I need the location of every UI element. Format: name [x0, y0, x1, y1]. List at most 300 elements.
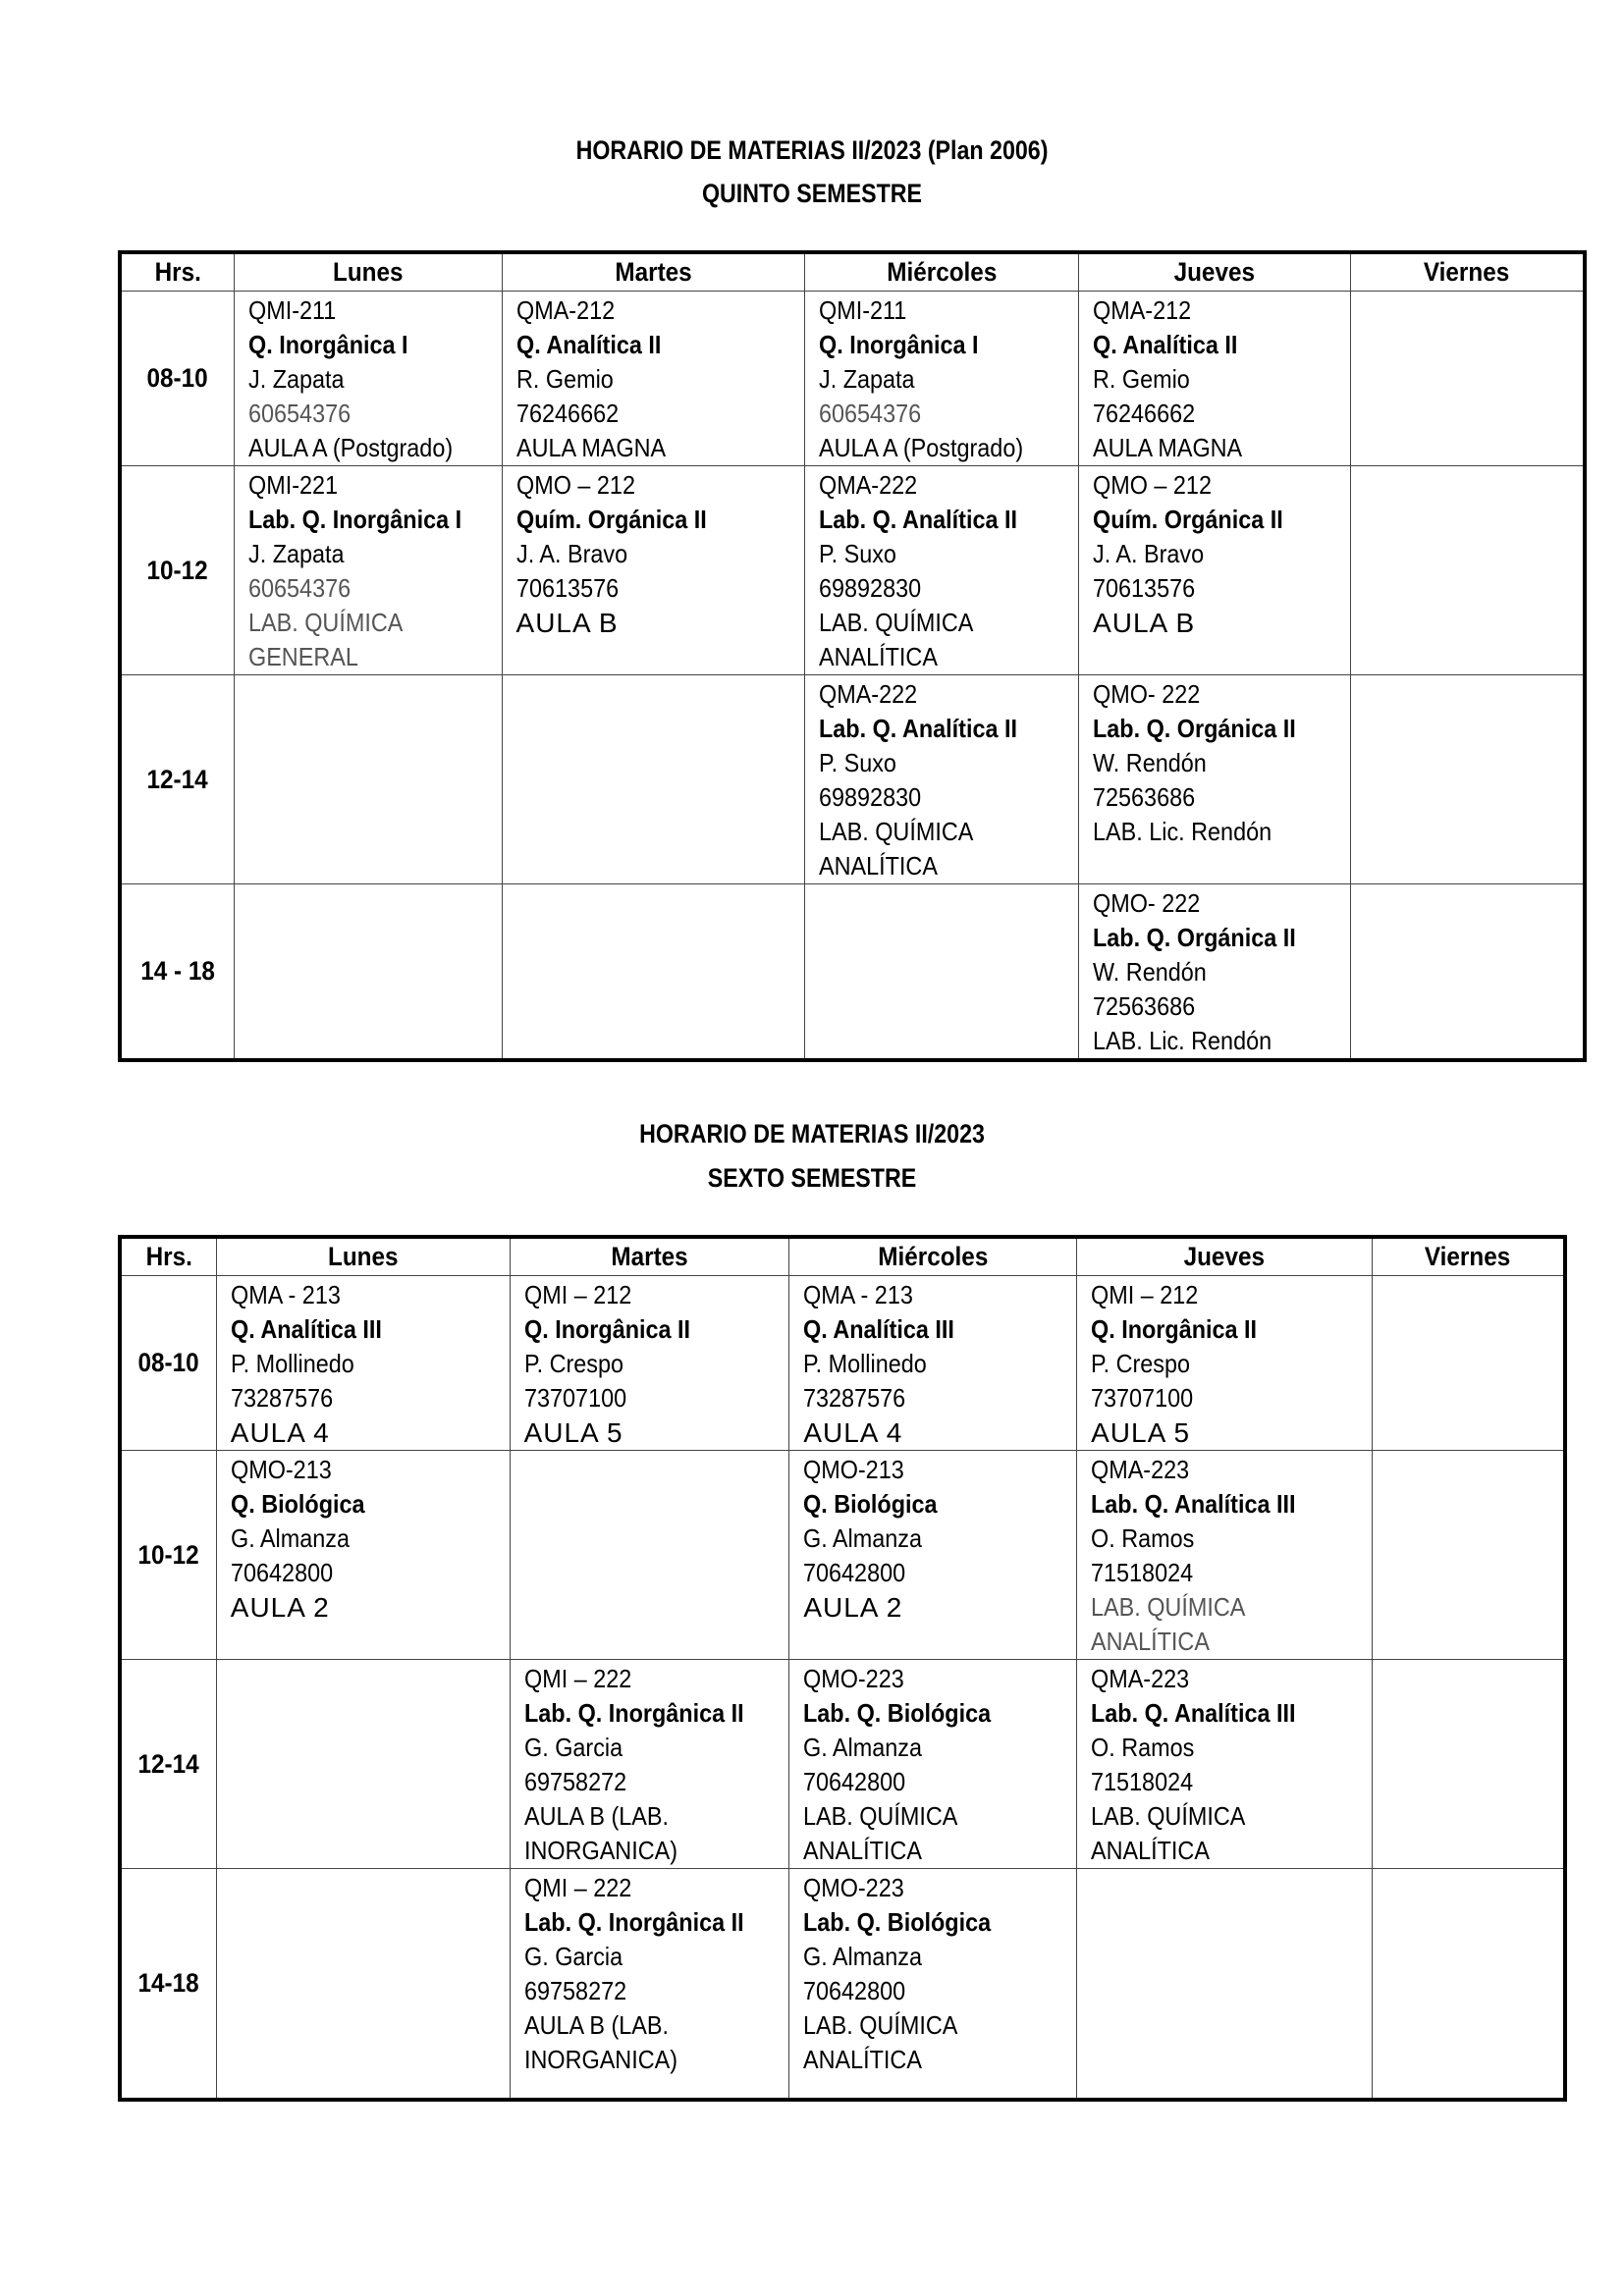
class-line-text: 72563686	[1093, 782, 1196, 812]
class-line-text: AULA B	[515, 608, 619, 638]
class-line-text: Q. Inorgânica I	[247, 330, 408, 359]
course-name	[819, 328, 1078, 362]
room-location	[524, 1799, 789, 1834]
class-cell	[510, 1660, 789, 1869]
instructor-name	[819, 362, 1078, 397]
instructor-name	[516, 362, 805, 397]
time-slot-label: 08-10	[137, 1348, 199, 1377]
class-line-text: AULA 5	[523, 1417, 623, 1448]
phone-number	[524, 1765, 789, 1799]
course-code	[248, 468, 502, 503]
course-code	[1091, 1453, 1372, 1487]
header-day-1	[216, 1237, 510, 1276]
class-line-text: ANALÍTICA	[819, 851, 939, 881]
class-line-text: Q. Analítica II	[515, 330, 661, 359]
class-info	[1077, 1660, 1372, 1868]
time-slot	[120, 1451, 216, 1660]
class-line-text: 69758272	[523, 1976, 626, 2005]
class-line-text: QMI-221	[247, 470, 338, 500]
course-name	[803, 1905, 1076, 1940]
phone-number	[524, 1974, 789, 2008]
room-location	[819, 815, 1078, 849]
instructor-name	[1091, 1522, 1372, 1556]
room-location-cont	[819, 640, 1078, 674]
class-line-text: R. Gemio	[515, 364, 614, 394]
header-label: Jueves	[1183, 1242, 1266, 1271]
class-line-text: 69892830	[819, 782, 922, 812]
class-line-text: G. Almanza	[803, 1733, 923, 1762]
class-line-text: QMO-213	[803, 1455, 905, 1484]
class-cell	[805, 292, 1079, 466]
class-info	[805, 884, 1078, 886]
course-name	[524, 1905, 789, 1940]
class-info	[805, 675, 1078, 883]
class-info	[1373, 1660, 1563, 1662]
phone-number	[1093, 397, 1350, 431]
header-hrs	[120, 1237, 216, 1276]
class-line-text: 70642800	[803, 1976, 906, 2005]
class-line-text: AULA B	[1093, 608, 1196, 638]
class-info	[1079, 675, 1350, 849]
class-line-text: Lab. Q. Inorgânica I	[247, 505, 461, 534]
header-label: Jueves	[1173, 257, 1256, 287]
room-location-cont	[1091, 1625, 1372, 1659]
class-cell	[216, 1451, 510, 1660]
class-info	[217, 1869, 510, 1871]
header-day-5	[1350, 252, 1585, 292]
class-info	[805, 466, 1078, 674]
class-line-text: G. Almanza	[803, 1523, 923, 1553]
header-hrs	[120, 252, 234, 292]
class-line-text: AULA B (LAB.	[523, 1801, 669, 1831]
room-location-cont	[524, 2043, 789, 2077]
room-location	[803, 1799, 1076, 1834]
class-line-text: ANALÍTICA	[1091, 1627, 1211, 1656]
class-line-text: 73707100	[1091, 1383, 1194, 1413]
header-day-1	[234, 252, 502, 292]
course-name	[803, 1696, 1076, 1731]
class-cell	[216, 1869, 510, 2100]
time-slot-label: 14-18	[137, 1967, 199, 1998]
class-info	[1373, 1451, 1563, 1453]
class-line-text: J. A. Bravo	[515, 539, 627, 568]
class-line-text: QMO – 212	[515, 470, 635, 500]
header-label: Hrs.	[145, 1242, 192, 1271]
room-location	[1093, 1024, 1350, 1058]
instructor-name	[1091, 1347, 1372, 1381]
class-cell	[1350, 884, 1585, 1061]
time-slot	[120, 884, 234, 1061]
class-line-text: ANALÍTICA	[803, 1836, 923, 1865]
instructor-name	[248, 362, 502, 397]
class-info	[511, 1276, 789, 1450]
course-name	[803, 1312, 1076, 1347]
class-cell	[510, 1451, 789, 1660]
class-line-text: QMI – 222	[523, 1873, 631, 1902]
phone-number	[524, 1381, 789, 1415]
quinto-header-row	[120, 252, 1585, 292]
table-row	[120, 1276, 1565, 1451]
course-name	[524, 1312, 789, 1347]
instructor-name	[803, 1940, 1076, 1974]
header-day-3	[805, 252, 1079, 292]
instructor-name	[1093, 746, 1350, 780]
class-line-text: 72563686	[1093, 991, 1196, 1021]
class-line-text: 73287576	[230, 1383, 333, 1413]
class-cell	[789, 1660, 1077, 1869]
class-cell	[1079, 675, 1351, 884]
class-line-text: AULA MAGNA	[1093, 433, 1243, 462]
instructor-name	[231, 1347, 510, 1381]
class-info	[1373, 1276, 1563, 1278]
course-code	[803, 1453, 1076, 1487]
class-line-text: Lab. Q. Analítica III	[1091, 1489, 1296, 1519]
class-cell	[1077, 1869, 1373, 2100]
class-cell	[234, 675, 502, 884]
table-row	[120, 1660, 1565, 1869]
phone-number	[819, 397, 1078, 431]
class-cell	[789, 1276, 1077, 1451]
class-line-text: Lab. Q. Analítica III	[1091, 1698, 1296, 1728]
phone-number	[248, 571, 502, 606]
class-line-text: Q. Analítica III	[230, 1314, 382, 1344]
class-line-text: QMO – 212	[1093, 470, 1213, 500]
class-cell	[502, 466, 805, 675]
class-line-text: AULA A (Postgrado)	[819, 433, 1024, 462]
class-info	[1077, 1276, 1372, 1450]
class-line-text: QMA - 213	[230, 1280, 341, 1309]
room-location-cont	[803, 1834, 1076, 1868]
class-line-text: QMI-211	[247, 295, 337, 325]
class-info	[235, 466, 502, 674]
time-slot	[120, 1660, 216, 1869]
header-label: Martes	[615, 257, 692, 287]
phone-number	[516, 397, 805, 431]
class-info	[235, 675, 502, 677]
course-name	[1093, 328, 1350, 362]
instructor-name	[516, 537, 805, 571]
course-code	[516, 468, 805, 503]
class-cell	[216, 1276, 510, 1451]
class-info	[1351, 466, 1583, 468]
course-code	[819, 468, 1078, 503]
time-slot-label: 10-12	[146, 555, 208, 585]
room-location	[516, 431, 805, 465]
class-line-text: QMO-223	[803, 1873, 905, 1902]
class-cell	[1350, 466, 1585, 675]
class-cell	[1079, 884, 1351, 1061]
class-info	[511, 1451, 789, 1453]
class-line-text: Q. Biológica	[230, 1489, 365, 1519]
course-code	[819, 294, 1078, 328]
class-cell	[789, 1869, 1077, 2100]
class-line-text: AULA 2	[803, 1592, 903, 1623]
class-info	[1351, 884, 1583, 886]
course-code	[1091, 1278, 1372, 1312]
class-line-text: Lab. Q. Analítica II	[819, 505, 1018, 534]
room-location	[803, 1590, 1076, 1625]
phone-number	[1093, 989, 1350, 1024]
class-line-text: Lab. Q. Orgánica II	[1093, 714, 1296, 743]
phone-number	[1091, 1556, 1372, 1590]
class-info	[1077, 1451, 1372, 1659]
class-cell	[216, 1660, 510, 1869]
course-code	[231, 1278, 510, 1312]
class-line-text: W. Rendón	[1093, 957, 1207, 987]
instructor-name	[1093, 955, 1350, 989]
time-slot-label: 14 - 18	[140, 956, 215, 986]
class-cell	[1079, 466, 1351, 675]
class-line-text: LAB. Lic. Rendón	[1093, 817, 1272, 846]
class-line-text: O. Ramos	[1091, 1523, 1195, 1553]
class-line-text: AULA 5	[1091, 1417, 1191, 1448]
class-line-text: LAB. QUÍMICA	[819, 817, 974, 846]
class-line-text: LAB. QUÍMICA	[247, 608, 404, 637]
class-line-text: P. Suxo	[819, 748, 897, 777]
phone-number	[231, 1556, 510, 1590]
class-cell	[1079, 292, 1351, 466]
class-cell	[1350, 292, 1585, 466]
room-location	[524, 1415, 789, 1450]
class-cell	[510, 1276, 789, 1451]
header-day-5	[1372, 1237, 1565, 1276]
room-location	[803, 1415, 1076, 1450]
room-location	[803, 2008, 1076, 2043]
class-info	[789, 1660, 1076, 1868]
phone-number	[516, 571, 805, 606]
class-line-text: 70642800	[803, 1558, 906, 1587]
class-info	[789, 1451, 1076, 1625]
course-code	[803, 1871, 1076, 1905]
room-location	[248, 606, 502, 640]
class-line-text: Lab. Q. Biológica	[803, 1907, 992, 1937]
class-info	[217, 1276, 510, 1450]
class-line-text: P. Mollinedo	[230, 1349, 354, 1378]
class-line-text: LAB. QUÍMICA	[803, 1801, 958, 1831]
class-line-text: 70642800	[230, 1558, 333, 1587]
sexto-title: HORARIO DE MATERIAS II/2023	[639, 1119, 985, 1148]
class-cell	[1077, 1276, 1373, 1451]
class-cell	[1077, 1660, 1373, 1869]
instructor-name	[819, 537, 1078, 571]
class-line-text: INORGANICA)	[523, 2045, 677, 2074]
header-day-3	[789, 1237, 1077, 1276]
course-name	[819, 712, 1078, 746]
time-slot	[120, 466, 234, 675]
time-slot-label: 08-10	[146, 363, 208, 393]
header-day-2	[502, 252, 805, 292]
course-name	[516, 503, 805, 537]
class-cell	[805, 466, 1079, 675]
class-cell	[502, 292, 805, 466]
class-info	[1079, 466, 1350, 640]
course-code	[803, 1278, 1076, 1312]
time-slot	[120, 1869, 216, 2100]
class-line-text: QMO- 222	[1093, 679, 1201, 709]
class-cell	[234, 466, 502, 675]
class-info	[217, 1660, 510, 1662]
class-line-text: P. Crespo	[1091, 1349, 1191, 1378]
room-location	[1091, 1590, 1372, 1625]
class-info	[789, 1869, 1076, 2077]
class-line-text: INORGANICA)	[523, 1836, 677, 1865]
class-info	[235, 884, 502, 886]
class-line-text: 76246662	[1093, 399, 1196, 428]
class-line-text: ANALÍTICA	[819, 642, 939, 671]
class-info	[511, 1869, 789, 2077]
course-code	[1093, 468, 1350, 503]
class-line-text: 60654376	[247, 399, 351, 428]
table-row	[120, 292, 1585, 466]
phone-number	[1091, 1381, 1372, 1415]
class-line-text: AULA B (LAB.	[523, 2010, 669, 2040]
class-line-text: 70613576	[515, 573, 619, 603]
class-line-text: W. Rendón	[1093, 748, 1207, 777]
course-name	[524, 1696, 789, 1731]
header-label: Miércoles	[887, 257, 998, 287]
instructor-name	[1091, 1731, 1372, 1765]
class-line-text: QMA-222	[819, 470, 918, 500]
course-code	[1093, 677, 1350, 712]
instructor-name	[524, 1347, 789, 1381]
class-line-text: R. Gemio	[1093, 364, 1190, 394]
phone-number	[1093, 571, 1350, 606]
class-line-text: Lab. Q. Inorgânica II	[523, 1907, 744, 1937]
class-line-text: QMA - 213	[803, 1280, 914, 1309]
course-code	[231, 1453, 510, 1487]
sexto-subtitle: SEXTO SEMESTRE	[707, 1163, 917, 1193]
course-name	[1091, 1696, 1372, 1731]
class-line-text: 70642800	[803, 1767, 906, 1796]
class-line-text: LAB. QUÍMICA	[803, 2010, 958, 2040]
class-line-text: 60654376	[247, 573, 351, 603]
header-day-2	[510, 1237, 789, 1276]
room-location	[248, 431, 502, 465]
sexto-header-row	[120, 1237, 1565, 1276]
class-line-text: G. Almanza	[230, 1523, 350, 1553]
header-day-4	[1079, 252, 1351, 292]
class-info	[503, 884, 805, 886]
class-line-text: G. Almanza	[803, 1942, 923, 1971]
class-line-text: ANALÍTICA	[803, 2045, 923, 2074]
instructor-name	[803, 1522, 1076, 1556]
phone-number	[819, 571, 1078, 606]
table-row	[120, 884, 1585, 1061]
header-label: Lunes	[332, 257, 404, 287]
class-cell	[1372, 1660, 1565, 1869]
header-label: Lunes	[327, 1242, 399, 1271]
course-code	[524, 1278, 789, 1312]
class-line-text: 71518024	[1091, 1558, 1194, 1587]
class-cell	[1372, 1276, 1565, 1451]
header-label: Viernes	[1425, 1242, 1511, 1271]
class-line-text: QMA-223	[1091, 1455, 1190, 1484]
class-cell	[789, 1451, 1077, 1660]
course-code	[819, 677, 1078, 712]
class-line-text: Lab. Q. Orgánica II	[1093, 923, 1296, 952]
class-cell	[502, 884, 805, 1061]
course-name	[1093, 503, 1350, 537]
class-line-text: AULA 2	[230, 1592, 330, 1623]
header-label: Martes	[611, 1242, 688, 1271]
class-line-text: QMI – 222	[523, 1664, 631, 1693]
class-line-text: LAB. QUÍMICA	[1091, 1801, 1246, 1831]
instructor-name	[819, 746, 1078, 780]
course-code	[1091, 1662, 1372, 1696]
class-line-text: Q. Inorgânica II	[1091, 1314, 1258, 1344]
class-line-text: ANALÍTICA	[1091, 1836, 1211, 1865]
course-code	[524, 1871, 789, 1905]
class-line-text: QMI – 212	[523, 1280, 631, 1309]
class-line-text: AULA 4	[230, 1417, 330, 1448]
table-row	[120, 1451, 1565, 1660]
class-line-text: G. Garcia	[523, 1942, 623, 1971]
room-location	[1091, 1415, 1372, 1450]
class-cell	[1077, 1451, 1373, 1660]
room-location-cont	[819, 849, 1078, 883]
class-line-text: 69758272	[523, 1767, 626, 1796]
course-code	[803, 1662, 1076, 1696]
class-line-text: Lab. Q. Inorgânica II	[523, 1698, 744, 1728]
course-code	[516, 294, 805, 328]
class-cell	[234, 884, 502, 1061]
room-location	[1091, 1799, 1372, 1834]
class-line-text: 73707100	[523, 1383, 626, 1413]
instructor-name	[248, 537, 502, 571]
table-row	[120, 466, 1585, 675]
class-line-text: AULA A (Postgrado)	[247, 433, 453, 462]
class-cell	[805, 675, 1079, 884]
class-line-text: J. A. Bravo	[1093, 539, 1205, 568]
header-label: Viernes	[1424, 257, 1510, 287]
phone-number	[803, 1381, 1076, 1415]
instructor-name	[803, 1731, 1076, 1765]
room-location	[1093, 606, 1350, 640]
course-name	[819, 503, 1078, 537]
class-info	[1373, 1869, 1563, 1871]
class-info	[503, 466, 805, 640]
class-cell	[1372, 1869, 1565, 2100]
quinto-subtitle: QUINTO SEMESTRE	[701, 179, 923, 208]
class-info	[1351, 675, 1583, 677]
course-code	[248, 294, 502, 328]
class-line-text: Lab. Q. Analítica II	[819, 714, 1018, 743]
class-line-text: P. Mollinedo	[803, 1349, 928, 1378]
class-cell	[1372, 1451, 1565, 1660]
class-line-text: LAB. QUÍMICA	[819, 608, 974, 637]
class-line-text: Q. Biológica	[803, 1489, 938, 1519]
room-location	[516, 606, 805, 640]
course-code	[524, 1662, 789, 1696]
room-location	[524, 2008, 789, 2043]
class-line-text: O. Ramos	[1091, 1733, 1195, 1762]
phone-number	[819, 780, 1078, 815]
room-location	[1093, 815, 1350, 849]
instructor-name	[524, 1731, 789, 1765]
class-line-text: 70613576	[1093, 573, 1196, 603]
course-name	[1091, 1312, 1372, 1347]
course-name	[1091, 1487, 1372, 1522]
class-cell	[1350, 675, 1585, 884]
instructor-name	[231, 1522, 510, 1556]
class-info	[1351, 292, 1583, 294]
time-slot-label: 10-12	[137, 1539, 199, 1570]
room-location	[1093, 431, 1350, 465]
time-slot	[120, 675, 234, 884]
class-info	[805, 292, 1078, 465]
room-location-cont	[803, 2043, 1076, 2077]
class-info	[235, 292, 502, 465]
